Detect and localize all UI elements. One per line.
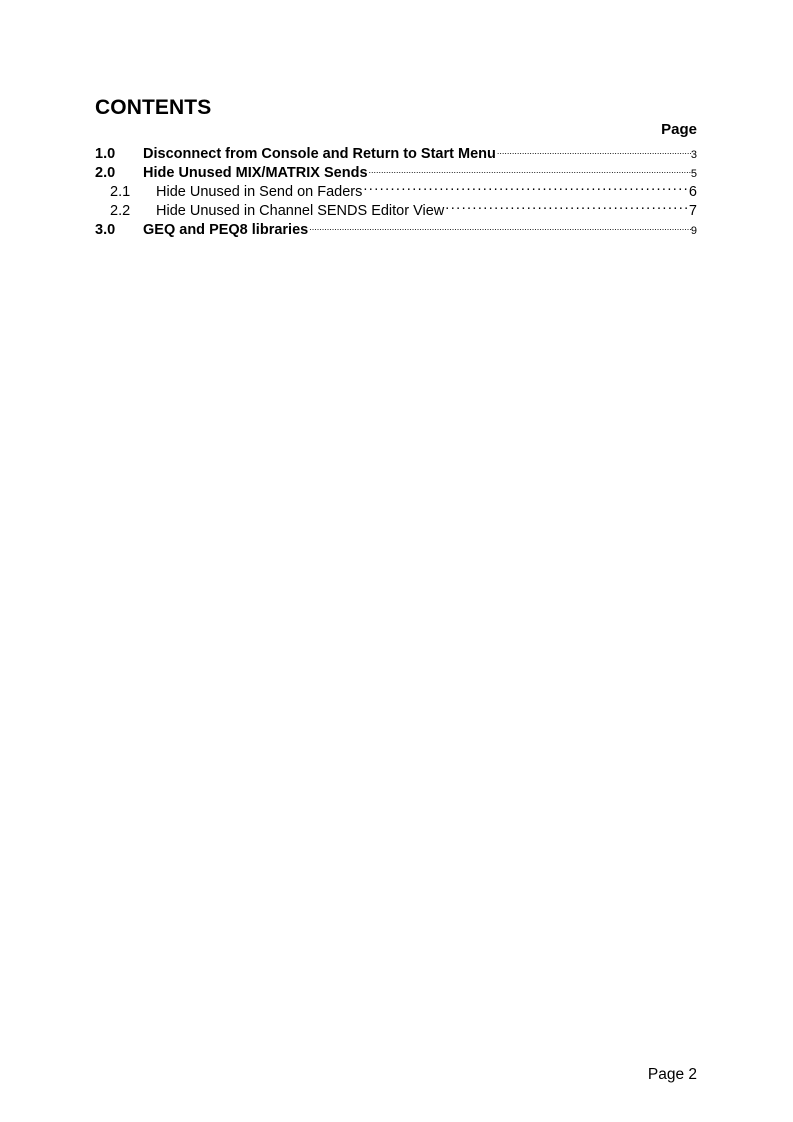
table-of-contents: [95, 139, 697, 238]
toc-entry-page[interactable]: 7: [688, 203, 697, 219]
page-column-header: Page: [661, 121, 697, 138]
toc-dot-leader: [444, 196, 689, 215]
toc-entry-number: 3.0: [95, 222, 116, 238]
toc-entry-page[interactable]: 3: [690, 149, 697, 161]
toc-entry-number: 2.1: [110, 184, 131, 200]
toc-entry-number: 2.2: [110, 203, 131, 219]
toc-title: CONTENTS: [95, 96, 212, 119]
toc-entry-title[interactable]: Hide Unused in Channel SENDS Editor View: [156, 203, 445, 219]
toc-entry-number: 2.0: [95, 165, 116, 181]
toc-entry-title[interactable]: Disconnect from Console and Return to Start Menu: [143, 146, 496, 162]
toc-entry-page[interactable]: 5: [690, 168, 697, 180]
toc-dot-leader: [368, 158, 691, 177]
toc-entry-title[interactable]: Hide Unused in Send on Faders: [156, 184, 363, 200]
toc-entry-page[interactable]: 9: [690, 225, 697, 237]
toc-dot-leader: [308, 215, 691, 234]
toc-entry-title[interactable]: GEQ and PEQ8 libraries: [143, 222, 309, 238]
toc-entry-number: 1.0: [95, 146, 116, 162]
page-number: Page 2: [647, 1066, 697, 1083]
toc-entry-title[interactable]: Hide Unused MIX/MATRIX Sends: [143, 165, 368, 181]
toc-dot-leader: [496, 139, 691, 158]
toc-entry[interactable]: [95, 139, 697, 162]
toc-entry-page[interactable]: 6: [688, 184, 697, 200]
toc-dot-leader: [362, 177, 689, 196]
